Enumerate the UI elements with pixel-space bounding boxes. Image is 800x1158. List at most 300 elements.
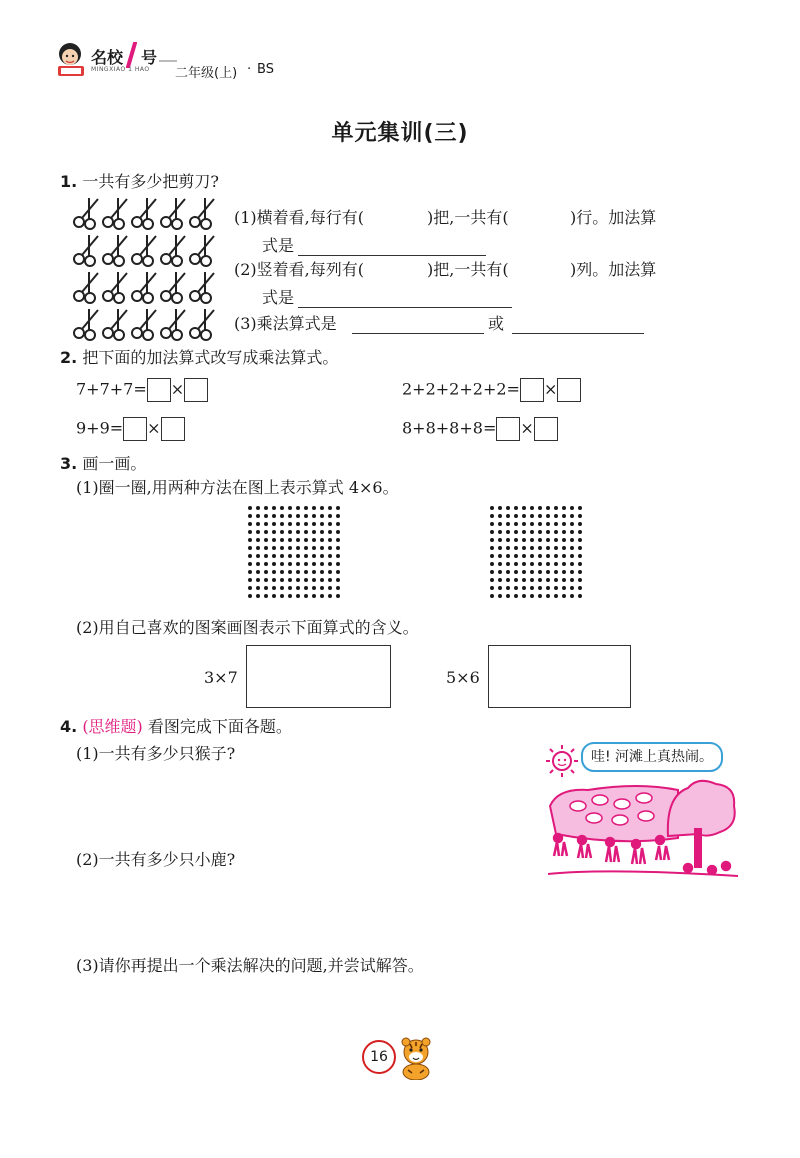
grid-dot[interactable] [304,562,308,566]
grid-dot[interactable] [530,522,534,526]
grid-dot[interactable] [264,586,268,590]
grid-dot[interactable] [312,570,316,574]
dot-grid-right[interactable] [488,504,584,600]
grid-dot[interactable] [562,506,566,510]
grid-dot[interactable] [312,586,316,590]
grid-dot[interactable] [264,594,268,598]
grid-dot[interactable] [256,522,260,526]
grid-dot[interactable] [522,546,526,550]
grid-dot[interactable] [578,530,582,534]
grid-dot[interactable] [264,530,268,534]
grid-dot[interactable] [498,578,502,582]
grid-dot[interactable] [490,594,494,598]
grid-dot[interactable] [272,594,276,598]
grid-dot[interactable] [256,538,260,542]
grid-dot[interactable] [546,562,550,566]
grid-dot[interactable] [530,562,534,566]
grid-dot[interactable] [336,562,340,566]
grid-dot[interactable] [546,530,550,534]
grid-dot[interactable] [490,514,494,518]
grid-dot[interactable] [562,578,566,582]
grid-dot[interactable] [554,546,558,550]
grid-dot[interactable] [562,522,566,526]
grid-dot[interactable] [280,578,284,582]
grid-dot[interactable] [562,530,566,534]
q2-e2-box-1[interactable] [520,378,544,402]
grid-dot[interactable] [296,586,300,590]
grid-dot[interactable] [490,554,494,558]
grid-dot[interactable] [336,594,340,598]
grid-dot[interactable] [578,546,582,550]
grid-dot[interactable] [296,562,300,566]
grid-dot[interactable] [304,578,308,582]
grid-dot[interactable] [490,578,494,582]
grid-dot[interactable] [554,554,558,558]
grid-dot[interactable] [312,594,316,598]
grid-dot[interactable] [336,578,340,582]
grid-dot[interactable] [296,522,300,526]
grid-dot[interactable] [562,594,566,598]
grid-dot[interactable] [248,514,252,518]
grid-dot[interactable] [570,570,574,574]
grid-dot[interactable] [288,594,292,598]
grid-dot[interactable] [328,594,332,598]
grid-dot[interactable] [256,554,260,558]
grid-dot[interactable] [530,546,534,550]
grid-dot[interactable] [530,586,534,590]
grid-dot[interactable] [506,546,510,550]
grid-dot[interactable] [538,570,542,574]
grid-dot[interactable] [522,506,526,510]
grid-dot[interactable] [296,506,300,510]
grid-dot[interactable] [578,578,582,582]
grid-dot[interactable] [336,570,340,574]
grid-dot[interactable] [506,562,510,566]
grid-dot[interactable] [280,514,284,518]
grid-dot[interactable] [280,546,284,550]
grid-dot[interactable] [304,506,308,510]
grid-dot[interactable] [522,586,526,590]
grid-dot[interactable] [304,554,308,558]
grid-dot[interactable] [328,554,332,558]
grid-dot[interactable] [320,506,324,510]
q2-e1-box-1[interactable] [147,378,171,402]
grid-dot[interactable] [336,538,340,542]
grid-dot[interactable] [570,586,574,590]
grid-dot[interactable] [514,546,518,550]
grid-dot[interactable] [530,514,534,518]
grid-dot[interactable] [256,514,260,518]
grid-dot[interactable] [248,530,252,534]
grid-dot[interactable] [328,586,332,590]
grid-dot[interactable] [546,514,550,518]
grid-dot[interactable] [312,506,316,510]
grid-dot[interactable] [296,578,300,582]
grid-dot[interactable] [272,530,276,534]
grid-dot[interactable] [562,554,566,558]
grid-dot[interactable] [304,514,308,518]
grid-dot[interactable] [530,530,534,534]
grid-dot[interactable] [312,546,316,550]
grid-dot[interactable] [514,562,518,566]
grid-dot[interactable] [248,522,252,526]
grid-dot[interactable] [264,538,268,542]
grid-dot[interactable] [328,546,332,550]
grid-dot[interactable] [538,578,542,582]
grid-dot[interactable] [506,522,510,526]
grid-dot[interactable] [320,594,324,598]
grid-dot[interactable] [304,594,308,598]
grid-dot[interactable] [514,538,518,542]
grid-dot[interactable] [562,586,566,590]
grid-dot[interactable] [272,570,276,574]
grid-dot[interactable] [288,554,292,558]
grid-dot[interactable] [506,514,510,518]
grid-dot[interactable] [506,578,510,582]
grid-dot[interactable] [248,594,252,598]
grid-dot[interactable] [264,578,268,582]
grid-dot[interactable] [312,530,316,534]
grid-dot[interactable] [522,530,526,534]
grid-dot[interactable] [272,538,276,542]
grid-dot[interactable] [506,586,510,590]
grid-dot[interactable] [538,554,542,558]
grid-dot[interactable] [256,546,260,550]
grid-dot[interactable] [546,522,550,526]
grid-dot[interactable] [546,554,550,558]
grid-dot[interactable] [538,586,542,590]
grid-dot[interactable] [490,538,494,542]
grid-dot[interactable] [288,538,292,542]
grid-dot[interactable] [514,522,518,526]
grid-dot[interactable] [264,506,268,510]
grid-dot[interactable] [578,538,582,542]
grid-dot[interactable] [498,506,502,510]
grid-dot[interactable] [570,578,574,582]
q2-e4-box-2[interactable] [534,417,558,441]
grid-dot[interactable] [320,578,324,582]
grid-dot[interactable] [522,538,526,542]
grid-dot[interactable] [506,506,510,510]
grid-dot[interactable] [554,594,558,598]
grid-dot[interactable] [554,570,558,574]
grid-dot[interactable] [336,554,340,558]
grid-dot[interactable] [554,586,558,590]
grid-dot[interactable] [498,562,502,566]
grid-dot[interactable] [498,570,502,574]
grid-dot[interactable] [578,514,582,518]
grid-dot[interactable] [248,506,252,510]
grid-dot[interactable] [562,570,566,574]
grid-dot[interactable] [328,530,332,534]
grid-dot[interactable] [490,570,494,574]
grid-dot[interactable] [304,546,308,550]
grid-dot[interactable] [296,530,300,534]
grid-dot[interactable] [562,514,566,518]
grid-dot[interactable] [514,514,518,518]
grid-dot[interactable] [320,514,324,518]
grid-dot[interactable] [522,570,526,574]
grid-dot[interactable] [288,530,292,534]
grid-dot[interactable] [530,570,534,574]
grid-dot[interactable] [506,554,510,558]
grid-dot[interactable] [546,594,550,598]
grid-dot[interactable] [538,506,542,510]
grid-dot[interactable] [336,522,340,526]
grid-dot[interactable] [570,506,574,510]
grid-dot[interactable] [272,522,276,526]
grid-dot[interactable] [538,562,542,566]
grid-dot[interactable] [554,514,558,518]
grid-dot[interactable] [538,594,542,598]
q3-drawing-box-2[interactable] [488,645,631,708]
grid-dot[interactable] [280,570,284,574]
grid-dot[interactable] [546,506,550,510]
grid-dot[interactable] [320,586,324,590]
grid-dot[interactable] [304,570,308,574]
grid-dot[interactable] [570,530,574,534]
grid-dot[interactable] [498,594,502,598]
grid-dot[interactable] [328,506,332,510]
grid-dot[interactable] [522,594,526,598]
grid-dot[interactable] [296,546,300,550]
grid-dot[interactable] [296,554,300,558]
q1-part1-answer-line[interactable] [298,239,486,256]
grid-dot[interactable] [562,562,566,566]
grid-dot[interactable] [546,538,550,542]
q1-part3-answer-line-2[interactable] [512,317,644,334]
grid-dot[interactable] [506,570,510,574]
grid-dot[interactable] [320,522,324,526]
grid-dot[interactable] [312,562,316,566]
grid-dot[interactable] [256,530,260,534]
grid-dot[interactable] [578,594,582,598]
grid-dot[interactable] [272,514,276,518]
grid-dot[interactable] [320,554,324,558]
grid-dot[interactable] [538,514,542,518]
grid-dot[interactable] [570,554,574,558]
dot-grid-left[interactable] [246,504,342,600]
grid-dot[interactable] [248,562,252,566]
grid-dot[interactable] [264,546,268,550]
grid-dot[interactable] [280,586,284,590]
grid-dot[interactable] [514,578,518,582]
grid-dot[interactable] [498,530,502,534]
grid-dot[interactable] [562,538,566,542]
grid-dot[interactable] [538,522,542,526]
grid-dot[interactable] [522,554,526,558]
grid-dot[interactable] [336,546,340,550]
grid-dot[interactable] [256,586,260,590]
grid-dot[interactable] [546,546,550,550]
grid-dot[interactable] [264,562,268,566]
grid-dot[interactable] [328,570,332,574]
grid-dot[interactable] [522,522,526,526]
grid-dot[interactable] [538,538,542,542]
grid-dot[interactable] [280,538,284,542]
grid-dot[interactable] [248,586,252,590]
grid-dot[interactable] [320,538,324,542]
grid-dot[interactable] [554,530,558,534]
grid-dot[interactable] [296,538,300,542]
grid-dot[interactable] [578,522,582,526]
grid-dot[interactable] [522,578,526,582]
grid-dot[interactable] [336,506,340,510]
grid-dot[interactable] [248,554,252,558]
grid-dot[interactable] [288,514,292,518]
grid-dot[interactable] [562,546,566,550]
grid-dot[interactable] [490,562,494,566]
grid-dot[interactable] [280,594,284,598]
grid-dot[interactable] [264,554,268,558]
grid-dot[interactable] [320,546,324,550]
grid-dot[interactable] [280,554,284,558]
grid-dot[interactable] [272,554,276,558]
grid-dot[interactable] [570,522,574,526]
q1-part3-answer-line-1[interactable] [352,317,484,334]
grid-dot[interactable] [578,570,582,574]
q3-drawing-box-1[interactable] [246,645,391,708]
grid-dot[interactable] [498,554,502,558]
grid-dot[interactable] [248,538,252,542]
grid-dot[interactable] [498,522,502,526]
grid-dot[interactable] [514,586,518,590]
grid-dot[interactable] [578,506,582,510]
grid-dot[interactable] [328,514,332,518]
grid-dot[interactable] [490,506,494,510]
grid-dot[interactable] [312,578,316,582]
grid-dot[interactable] [554,538,558,542]
grid-dot[interactable] [296,594,300,598]
grid-dot[interactable] [554,506,558,510]
grid-dot[interactable] [506,530,510,534]
grid-dot[interactable] [570,562,574,566]
grid-dot[interactable] [288,586,292,590]
q2-e2-box-2[interactable] [557,378,581,402]
grid-dot[interactable] [248,570,252,574]
grid-dot[interactable] [498,514,502,518]
grid-dot[interactable] [304,586,308,590]
grid-dot[interactable] [530,578,534,582]
grid-dot[interactable] [514,530,518,534]
grid-dot[interactable] [490,546,494,550]
grid-dot[interactable] [336,530,340,534]
grid-dot[interactable] [272,546,276,550]
grid-dot[interactable] [546,570,550,574]
grid-dot[interactable] [546,578,550,582]
grid-dot[interactable] [336,586,340,590]
grid-dot[interactable] [498,586,502,590]
grid-dot[interactable] [256,506,260,510]
grid-dot[interactable] [304,530,308,534]
grid-dot[interactable] [490,522,494,526]
grid-dot[interactable] [570,538,574,542]
grid-dot[interactable] [530,554,534,558]
grid-dot[interactable] [328,522,332,526]
grid-dot[interactable] [490,530,494,534]
grid-dot[interactable] [312,554,316,558]
grid-dot[interactable] [530,506,534,510]
grid-dot[interactable] [280,506,284,510]
grid-dot[interactable] [304,538,308,542]
grid-dot[interactable] [272,506,276,510]
grid-dot[interactable] [264,514,268,518]
grid-dot[interactable] [578,554,582,558]
grid-dot[interactable] [514,506,518,510]
grid-dot[interactable] [578,586,582,590]
grid-dot[interactable] [570,546,574,550]
grid-dot[interactable] [248,578,252,582]
grid-dot[interactable] [328,578,332,582]
grid-dot[interactable] [280,522,284,526]
grid-dot[interactable] [264,570,268,574]
q2-e4-box-1[interactable] [496,417,520,441]
grid-dot[interactable] [522,562,526,566]
grid-dot[interactable] [272,586,276,590]
grid-dot[interactable] [522,514,526,518]
grid-dot[interactable] [570,514,574,518]
grid-dot[interactable] [296,570,300,574]
grid-dot[interactable] [328,538,332,542]
q2-e3-box-1[interactable] [123,417,147,441]
grid-dot[interactable] [320,570,324,574]
grid-dot[interactable] [264,522,268,526]
grid-dot[interactable] [530,594,534,598]
grid-dot[interactable] [296,514,300,518]
grid-dot[interactable] [248,546,252,550]
grid-dot[interactable] [578,562,582,566]
grid-dot[interactable] [498,538,502,542]
grid-dot[interactable] [312,522,316,526]
grid-dot[interactable] [288,570,292,574]
grid-dot[interactable] [304,522,308,526]
grid-dot[interactable] [498,546,502,550]
grid-dot[interactable] [554,562,558,566]
grid-dot[interactable] [506,594,510,598]
grid-dot[interactable] [538,546,542,550]
grid-dot[interactable] [336,514,340,518]
grid-dot[interactable] [546,586,550,590]
grid-dot[interactable] [256,594,260,598]
grid-dot[interactable] [280,562,284,566]
grid-dot[interactable] [280,530,284,534]
grid-dot[interactable] [514,570,518,574]
q2-e3-box-2[interactable] [161,417,185,441]
grid-dot[interactable] [328,562,332,566]
grid-dot[interactable] [288,506,292,510]
grid-dot[interactable] [538,530,542,534]
grid-dot[interactable] [554,578,558,582]
grid-dot[interactable] [256,562,260,566]
grid-dot[interactable] [256,570,260,574]
grid-dot[interactable] [506,538,510,542]
grid-dot[interactable] [288,522,292,526]
grid-dot[interactable] [320,562,324,566]
grid-dot[interactable] [554,522,558,526]
grid-dot[interactable] [312,538,316,542]
grid-dot[interactable] [288,562,292,566]
q2-e1-box-2[interactable] [184,378,208,402]
q1-part2-answer-line[interactable] [298,291,512,308]
grid-dot[interactable] [312,514,316,518]
grid-dot[interactable] [530,538,534,542]
grid-dot[interactable] [256,578,260,582]
grid-dot[interactable] [490,586,494,590]
grid-dot[interactable] [272,562,276,566]
grid-dot[interactable] [570,594,574,598]
grid-dot[interactable] [288,546,292,550]
grid-dot[interactable] [320,530,324,534]
